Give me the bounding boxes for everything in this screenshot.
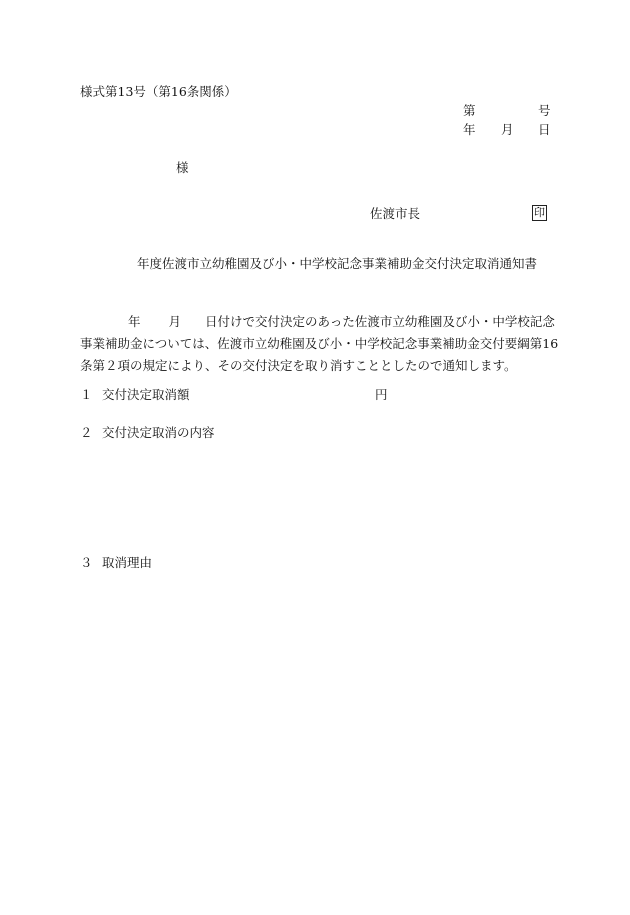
item-2-number: ２ — [80, 425, 93, 440]
seal-mark: 印 — [534, 206, 545, 219]
item-1-number: １ — [80, 387, 93, 402]
issuer-title: 佐渡市長 — [370, 206, 421, 221]
item-3-number: ３ — [80, 555, 93, 570]
body-paragraph — [80, 311, 559, 377]
addressee-suffix: 様 — [176, 160, 189, 175]
item-2-label: 交付決定取消の内容 — [102, 425, 215, 440]
document-title: 年度佐渡市立幼稚園及び小・中学校記念事業補助金交付決定取消通知書 — [137, 256, 538, 271]
body-month: 月 — [168, 314, 182, 329]
body-line-3: 条第２項の規定により、その交付決定を取り消すこととしたので通知します。 — [80, 358, 517, 373]
body-year: 年 — [128, 314, 141, 329]
item-1-unit: 円 — [375, 387, 388, 402]
date-year: 年 — [463, 122, 476, 137]
doc-number-prefix: 第 — [463, 103, 476, 118]
item-3-label: 取消理由 — [102, 555, 153, 570]
item-1-label: 交付決定取消額 — [102, 387, 190, 402]
date-month: 月 — [501, 122, 514, 137]
date-day: 日 — [538, 122, 551, 137]
doc-number-suffix: 号 — [538, 103, 551, 118]
body-line-1 — [80, 311, 555, 333]
body-line-2: 事業補助金については、佐渡市立幼稚園及び小・中学校記念事業補助金交付要綱第16 — [80, 336, 559, 351]
form-id: 様式第13号（第16条関係） — [80, 84, 237, 99]
body-line1-text: 日付けで交付決定のあった佐渡市立幼稚園及び小・中学校記念 — [205, 314, 555, 329]
